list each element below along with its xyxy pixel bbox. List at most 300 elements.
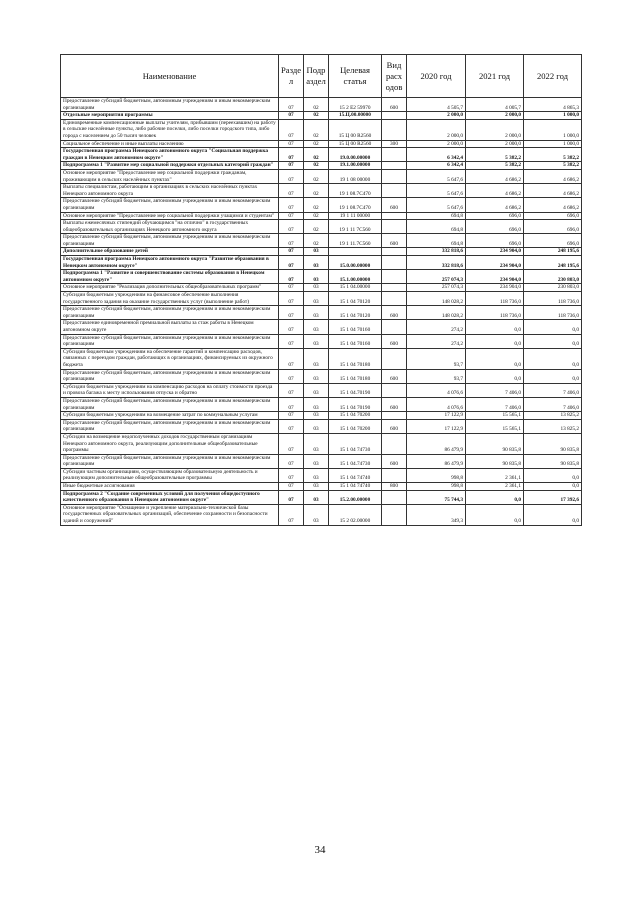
row-value-2020: 148 028,2 <box>407 306 466 320</box>
row-section: 07 <box>279 248 304 256</box>
row-subsection: 02 <box>304 169 329 183</box>
row-subsection: 03 <box>304 412 329 420</box>
row-value-2021: 2 000,0 <box>466 140 524 148</box>
table-row <box>61 369 582 383</box>
row-expense-type <box>382 162 407 170</box>
row-name: Государственная программа Ненецкого автономного округа "Развитие образования в Ненецком автономном округе" <box>61 256 279 270</box>
row-value-2022: 230 803,0 <box>524 284 582 292</box>
row-value-2021: 5 382,2 <box>466 148 524 162</box>
row-target: 15.0.00.00000 <box>329 256 382 270</box>
row-name: Субсидии бюджетным учреждениям на обеспечение гарантий и компенсацию расходов, связанных с переездом граждан, работающих в организациях, финансируемых из окружного бюджета <box>61 348 279 369</box>
row-value-2022: 248 195,6 <box>524 248 582 256</box>
table-row <box>61 320 582 334</box>
row-value-2021: 2 361,1 <box>466 483 524 491</box>
row-value-2020: 86 479,9 <box>407 454 466 468</box>
table-row <box>61 483 582 491</box>
row-target: 15 1 04 70200 <box>329 412 382 420</box>
row-value-2020: 332 818,6 <box>407 248 466 256</box>
row-section: 07 <box>279 220 304 234</box>
row-subsection: 02 <box>304 212 329 220</box>
row-subsection: 03 <box>304 454 329 468</box>
table-row <box>61 419 582 433</box>
table-row <box>61 112 582 120</box>
row-section: 07 <box>279 454 304 468</box>
table-row <box>61 383 582 397</box>
row-value-2022: 90 835,8 <box>524 454 582 468</box>
row-value-2022: 0,0 <box>524 334 582 348</box>
page-number: 34 <box>314 844 326 856</box>
row-target: 15 1 04.00000 <box>329 284 382 292</box>
row-expense-type: 600 <box>382 369 407 383</box>
row-value-2020: 349,3 <box>407 504 466 525</box>
table-row <box>61 468 582 482</box>
table-row <box>61 504 582 525</box>
row-target: 15 1 04 70120 <box>329 306 382 320</box>
row-value-2021: 4 686,2 <box>466 198 524 212</box>
row-section: 07 <box>279 306 304 320</box>
row-value-2022: 4 865,3 <box>524 98 582 112</box>
row-name: Предоставление субсидий бюджетным, автономным учреждениям и иным некоммерческим организациям <box>61 454 279 468</box>
row-expense-type <box>382 433 407 454</box>
row-value-2021: 0,0 <box>466 369 524 383</box>
header-target: Целевая статья <box>329 55 382 98</box>
row-expense-type <box>382 292 407 306</box>
row-value-2022: 90 835,8 <box>524 433 582 454</box>
header-year-2022: 2022 год <box>524 55 582 98</box>
row-name: Основное мероприятие "Реализация дополнительных общеобразовательных программ" <box>61 284 279 292</box>
row-value-2020: 93,7 <box>407 348 466 369</box>
header-year-2020: 2020 год <box>407 55 466 98</box>
row-value-2022: 5 382,2 <box>524 162 582 170</box>
table-row <box>61 412 582 420</box>
row-value-2022: 0,0 <box>524 348 582 369</box>
row-name: Субсидии бюджетным учреждениям на компенсацию расходов на оплату стоимости проезда и провоза багажа к месту использования отпуска и обратно <box>61 383 279 397</box>
row-value-2021: 90 835,8 <box>466 433 524 454</box>
row-value-2020: 75 744,3 <box>407 490 466 504</box>
row-expense-type <box>382 119 407 140</box>
row-subsection: 03 <box>304 348 329 369</box>
row-section: 07 <box>279 119 304 140</box>
row-subsection: 03 <box>304 383 329 397</box>
row-value-2020: 86 479,9 <box>407 433 466 454</box>
row-value-2020: 998,8 <box>407 468 466 482</box>
row-name: Субсидии бюджетным учреждениям на возмещение затрат по коммунальным услугам <box>61 412 279 420</box>
row-value-2021: 234 904,0 <box>466 270 524 284</box>
row-value-2020: 5 647,6 <box>407 184 466 198</box>
row-value-2020: 4 505,7 <box>407 98 466 112</box>
row-value-2022: 696,0 <box>524 234 582 248</box>
row-expense-type <box>382 490 407 504</box>
row-value-2022: 230 803,0 <box>524 270 582 284</box>
row-value-2022: 13 825,2 <box>524 419 582 433</box>
row-target <box>329 248 382 256</box>
table-row <box>61 348 582 369</box>
row-value-2022: 118 736,0 <box>524 292 582 306</box>
row-value-2021: 2 000,0 <box>466 112 524 120</box>
row-value-2020: 17 122,9 <box>407 412 466 420</box>
row-value-2020: 2 000,0 <box>407 112 466 120</box>
row-value-2022: 0,0 <box>524 369 582 383</box>
row-subsection: 02 <box>304 148 329 162</box>
row-section: 07 <box>279 98 304 112</box>
row-subsection: 02 <box>304 98 329 112</box>
row-target: 15.2.00.00000 <box>329 490 382 504</box>
row-subsection: 03 <box>304 419 329 433</box>
row-target: 15 1 04 70120 <box>329 292 382 306</box>
row-name: Субсидии бюджетным учреждениям на финансовое обеспечение выполнения государственного задания на оказание государственных услуг (выполнение работ) <box>61 292 279 306</box>
row-value-2022: 696,0 <box>524 220 582 234</box>
row-name: Предоставление субсидий бюджетным, автономным учреждениям и иным некоммерческим организациям <box>61 198 279 212</box>
row-value-2020: 332 818,6 <box>407 256 466 270</box>
row-target: 15 1 04 70160 <box>329 320 382 334</box>
table-row <box>61 306 582 320</box>
row-value-2021: 234 904,0 <box>466 284 524 292</box>
row-expense-type <box>382 468 407 482</box>
row-value-2020: 148 028,2 <box>407 292 466 306</box>
row-target: 15 1 04 70200 <box>329 419 382 433</box>
table-row <box>61 98 582 112</box>
row-subsection: 02 <box>304 198 329 212</box>
row-subsection: 02 <box>304 162 329 170</box>
row-name: Предоставление субсидий бюджетным, автономным учреждениям и иным некоммерческим организациям <box>61 397 279 411</box>
row-target: 15 1 04 74740 <box>329 483 382 491</box>
row-value-2022: 7 406,0 <box>524 383 582 397</box>
row-value-2020: 694,8 <box>407 212 466 220</box>
row-section: 07 <box>279 483 304 491</box>
table-row <box>61 162 582 170</box>
row-target: 15 1 04 70180 <box>329 369 382 383</box>
row-subsection: 03 <box>304 256 329 270</box>
table-row <box>61 490 582 504</box>
row-value-2021: 90 835,8 <box>466 454 524 468</box>
row-target: 15 Ц 00 R2560 <box>329 140 382 148</box>
row-value-2020: 257 074,3 <box>407 284 466 292</box>
table-row <box>61 140 582 148</box>
row-value-2020: 998,8 <box>407 483 466 491</box>
row-value-2021: 0,0 <box>466 334 524 348</box>
table-row <box>61 212 582 220</box>
row-subsection: 03 <box>304 248 329 256</box>
row-subsection: 02 <box>304 140 329 148</box>
row-value-2021: 2 361,1 <box>466 468 524 482</box>
header-name: Наименование <box>61 55 279 98</box>
row-value-2021: 118 736,0 <box>466 292 524 306</box>
row-value-2022: 1 000,0 <box>524 112 582 120</box>
row-value-2022: 248 195,6 <box>524 256 582 270</box>
row-section: 07 <box>279 256 304 270</box>
row-value-2022: 0,0 <box>524 483 582 491</box>
row-target: 19 1 11 7С560 <box>329 220 382 234</box>
row-target: 19 1 08.7С470 <box>329 184 382 198</box>
row-section: 07 <box>279 184 304 198</box>
row-value-2021: 0,0 <box>466 320 524 334</box>
row-target: 19 1 11.7С560 <box>329 234 382 248</box>
row-name: Подпрограмма 2 "Создание современных условий для получения общедоступного качественного образования в Ненецком автономном округе" <box>61 490 279 504</box>
row-name: Предоставление субсидий бюджетным, автономным учреждениям и иным некоммерческим организациям <box>61 334 279 348</box>
row-value-2021: 15 565,1 <box>466 419 524 433</box>
row-value-2020: 17 122,9 <box>407 419 466 433</box>
row-name: Подпрограмма 1 "Развитие мер социальной поддержки отдельных категорий граждан" <box>61 162 279 170</box>
row-value-2021: 0,0 <box>466 490 524 504</box>
table-row <box>61 184 582 198</box>
row-subsection: 03 <box>304 334 329 348</box>
row-target: 19.0.00.00000 <box>329 148 382 162</box>
row-section: 07 <box>279 140 304 148</box>
row-expense-type <box>382 348 407 369</box>
row-subsection: 02 <box>304 234 329 248</box>
row-value-2022: 0,0 <box>524 504 582 525</box>
row-subsection: 03 <box>304 369 329 383</box>
row-section: 07 <box>279 504 304 525</box>
row-value-2021: 696,0 <box>466 234 524 248</box>
row-expense-type: 600 <box>382 397 407 411</box>
row-target: 15.1.00.00000 <box>329 270 382 284</box>
row-subsection: 03 <box>304 270 329 284</box>
row-section: 07 <box>279 383 304 397</box>
row-subsection: 02 <box>304 119 329 140</box>
row-value-2021: 7 406,0 <box>466 397 524 411</box>
table-row <box>61 454 582 468</box>
row-section: 07 <box>279 419 304 433</box>
row-name: Социальное обеспечение и иные выплаты населению <box>61 140 279 148</box>
row-name: Единовременные компенсационные выплаты учителям, прибывшим (переехавшим) на работу в сельские населённые пункты, либо рабочие поселки, либо поселки городского типа, либо города с населением до 50 тысяч человек <box>61 119 279 140</box>
row-value-2022: 118 736,0 <box>524 306 582 320</box>
row-subsection: 03 <box>304 468 329 482</box>
row-subsection: 03 <box>304 490 329 504</box>
row-target: 15 1 04.70190 <box>329 383 382 397</box>
row-target: 15 Ц 00 R2560 <box>329 119 382 140</box>
row-value-2020: 6 342,4 <box>407 148 466 162</box>
row-expense-type: 300 <box>382 140 407 148</box>
row-section: 07 <box>279 270 304 284</box>
header-subsection: Подр аздел <box>304 55 329 98</box>
row-target: 15 1 04.74730 <box>329 454 382 468</box>
table-row <box>61 234 582 248</box>
header-section: Разде л <box>279 55 304 98</box>
row-value-2021: 2 000,0 <box>466 119 524 140</box>
row-expense-type <box>382 504 407 525</box>
row-name: Предоставление субсидий бюджетным, автономным учреждениям и иным некоммерческим организациям <box>61 306 279 320</box>
row-target: 19.1.00.00000 <box>329 162 382 170</box>
row-value-2020: 694,8 <box>407 234 466 248</box>
row-section: 07 <box>279 468 304 482</box>
budget-table <box>60 54 582 526</box>
row-value-2021: 696,0 <box>466 212 524 220</box>
row-expense-type: 800 <box>382 483 407 491</box>
row-name: Выплаты специалистам, работающим в организациях в сельских населённых пунктах Ненецкого автономного округа <box>61 184 279 198</box>
row-value-2022: 1 000,0 <box>524 119 582 140</box>
row-expense-type <box>382 270 407 284</box>
row-value-2022: 7 406,0 <box>524 397 582 411</box>
row-name: Основное мероприятие "Оснащение и укрепление материально-технической базы государственных образовательных организаций, обеспечение сохранности и безопасности зданий и сооружений" <box>61 504 279 525</box>
row-expense-type <box>382 220 407 234</box>
row-value-2022: 1 000,0 <box>524 140 582 148</box>
row-expense-type <box>382 184 407 198</box>
row-name: Дополнительное образование детей <box>61 248 279 256</box>
row-value-2022: 4 686,2 <box>524 169 582 183</box>
row-value-2021: 118 736,0 <box>466 306 524 320</box>
row-expense-type <box>382 284 407 292</box>
row-section: 07 <box>279 320 304 334</box>
row-expense-type: 600 <box>382 98 407 112</box>
row-value-2020: 4 076,6 <box>407 397 466 411</box>
row-name: Субсидии частным организациям, осуществляющим образовательную деятельность и реализующим дополнительные общеобразовательные программы <box>61 468 279 482</box>
row-name: Предоставление субсидий бюджетным, автономным учреждениям и иным некоммерческим организациям <box>61 419 279 433</box>
row-section: 07 <box>279 490 304 504</box>
row-value-2020: 257 074,3 <box>407 270 466 284</box>
row-value-2021: 4 686,2 <box>466 169 524 183</box>
row-value-2021: 4 005,7 <box>466 98 524 112</box>
row-value-2022: 0,0 <box>524 468 582 482</box>
row-section: 07 <box>279 148 304 162</box>
row-expense-type: 600 <box>382 334 407 348</box>
row-target: 19 1 11 00000 <box>329 212 382 220</box>
row-target: 15 1 04 74740 <box>329 468 382 482</box>
row-value-2022: 4 686,2 <box>524 198 582 212</box>
row-name: Государственная программа Ненецкого автономного округа "Социальная поддержка граждан в Ненецком автономном округе" <box>61 148 279 162</box>
row-subsection: 02 <box>304 184 329 198</box>
row-expense-type <box>382 320 407 334</box>
row-value-2021: 234 904,0 <box>466 248 524 256</box>
row-section: 07 <box>279 433 304 454</box>
row-target: 15 2 02.00000 <box>329 504 382 525</box>
row-value-2021: 4 686,2 <box>466 184 524 198</box>
row-value-2021: 696,0 <box>466 220 524 234</box>
row-target: 19 1 08.7С470 <box>329 198 382 212</box>
table-row <box>61 119 582 140</box>
row-expense-type <box>382 383 407 397</box>
row-name: Предоставление единовременной премиальной выплаты за стаж работы в Ненецком автономном округе <box>61 320 279 334</box>
table-row <box>61 292 582 306</box>
row-value-2021: 15 565,1 <box>466 412 524 420</box>
row-expense-type <box>382 248 407 256</box>
row-value-2022: 4 686,2 <box>524 184 582 198</box>
row-value-2022: 696,0 <box>524 212 582 220</box>
row-name: Выплаты ежемесячных стипендий обучающимся "на отлично" в государственных общеобразовательных организациях Ненецкого автономного округа <box>61 220 279 234</box>
row-value-2020: 4 076,6 <box>407 383 466 397</box>
row-section: 07 <box>279 397 304 411</box>
row-section: 07 <box>279 112 304 120</box>
row-value-2021: 5 382,2 <box>466 162 524 170</box>
row-section: 07 <box>279 369 304 383</box>
header-year-2021: 2021 год <box>466 55 524 98</box>
row-expense-type: 600 <box>382 454 407 468</box>
row-expense-type: 600 <box>382 234 407 248</box>
row-value-2022: 0,0 <box>524 320 582 334</box>
row-expense-type <box>382 169 407 183</box>
row-target: 15 1 04 70160 <box>329 334 382 348</box>
row-name: Иные бюджетные ассигнования <box>61 483 279 491</box>
row-value-2021: 0,0 <box>466 504 524 525</box>
table-row <box>61 284 582 292</box>
row-name: Предоставление субсидий бюджетным, автономным учреждениям и иным некоммерческим организациям <box>61 369 279 383</box>
row-subsection: 02 <box>304 220 329 234</box>
table-row <box>61 256 582 270</box>
row-subsection: 03 <box>304 320 329 334</box>
row-target: 15 2 Е2 59970 <box>329 98 382 112</box>
row-subsection: 03 <box>304 504 329 525</box>
row-section: 07 <box>279 234 304 248</box>
row-expense-type <box>382 212 407 220</box>
row-name: Отдельные мероприятия программы <box>61 112 279 120</box>
row-subsection: 03 <box>304 284 329 292</box>
row-expense-type <box>382 256 407 270</box>
row-value-2022: 5 382,2 <box>524 148 582 162</box>
row-section: 07 <box>279 348 304 369</box>
row-expense-type <box>382 148 407 162</box>
table-row <box>61 270 582 284</box>
row-name: Основное мероприятие "Предоставление мер социальной поддержки учащимся и студентам" <box>61 212 279 220</box>
row-target: 15 1 04 70180 <box>329 348 382 369</box>
row-value-2020: 93,7 <box>407 369 466 383</box>
row-subsection: 02 <box>304 112 329 120</box>
table-row <box>61 433 582 454</box>
row-target: 15 1 04 70190 <box>329 397 382 411</box>
row-name: Подпрограмма 1 "Развитие и совершенствование системы образования в Ненецком автономном округе" <box>61 270 279 284</box>
row-expense-type: 600 <box>382 419 407 433</box>
row-expense-type <box>382 412 407 420</box>
row-section: 07 <box>279 412 304 420</box>
row-section: 07 <box>279 292 304 306</box>
row-name: Предоставление субсидий бюджетным, автономным учреждениям и иным некоммерческим организациям <box>61 98 279 112</box>
table-row <box>61 169 582 183</box>
row-name: Основное мероприятие "Предоставление мер социальной поддержки гражданам, проживающим в сельских населённых пунктах" <box>61 169 279 183</box>
header-expense-type: Вид расх одов <box>382 55 407 98</box>
table-row <box>61 148 582 162</box>
row-value-2020: 694,8 <box>407 220 466 234</box>
row-value-2022: 17 392,6 <box>524 490 582 504</box>
row-section: 07 <box>279 334 304 348</box>
row-value-2021: 0,0 <box>466 348 524 369</box>
row-name: Предоставление субсидий бюджетным, автономным учреждениям и иным некоммерческим организациям <box>61 234 279 248</box>
row-value-2021: 7 406,0 <box>466 383 524 397</box>
row-value-2021: 234 904,0 <box>466 256 524 270</box>
row-section: 07 <box>279 212 304 220</box>
row-section: 07 <box>279 169 304 183</box>
table-row <box>61 248 582 256</box>
row-value-2020: 5 647,6 <box>407 198 466 212</box>
table-row <box>61 220 582 234</box>
row-subsection: 03 <box>304 306 329 320</box>
row-value-2020: 6 342,4 <box>407 162 466 170</box>
row-value-2022: 13 825,2 <box>524 412 582 420</box>
row-name: Субсидии на возмещение недополученных доходов государственным организациям Ненецкого автономного округа, реализующим дополнительные общеобразовательные программы <box>61 433 279 454</box>
row-value-2020: 5 647,6 <box>407 169 466 183</box>
row-expense-type: 600 <box>382 306 407 320</box>
row-value-2020: 274,2 <box>407 320 466 334</box>
row-subsection: 03 <box>304 397 329 411</box>
row-subsection: 03 <box>304 433 329 454</box>
row-value-2020: 2 000,0 <box>407 119 466 140</box>
row-target: 19 1 08 00000 <box>329 169 382 183</box>
row-section: 07 <box>279 162 304 170</box>
row-value-2020: 274,2 <box>407 334 466 348</box>
table-header-row <box>61 55 582 98</box>
row-subsection: 03 <box>304 483 329 491</box>
row-value-2020: 2 000,0 <box>407 140 466 148</box>
table-row <box>61 397 582 411</box>
table-body <box>61 98 582 526</box>
row-target: 15.Ц.00.00000 <box>329 112 382 120</box>
row-section: 07 <box>279 284 304 292</box>
table-row <box>61 334 582 348</box>
row-subsection: 03 <box>304 292 329 306</box>
table-row <box>61 198 582 212</box>
row-target: 15 1 04 74730 <box>329 433 382 454</box>
row-expense-type: 600 <box>382 198 407 212</box>
row-expense-type <box>382 112 407 120</box>
row-section: 07 <box>279 198 304 212</box>
